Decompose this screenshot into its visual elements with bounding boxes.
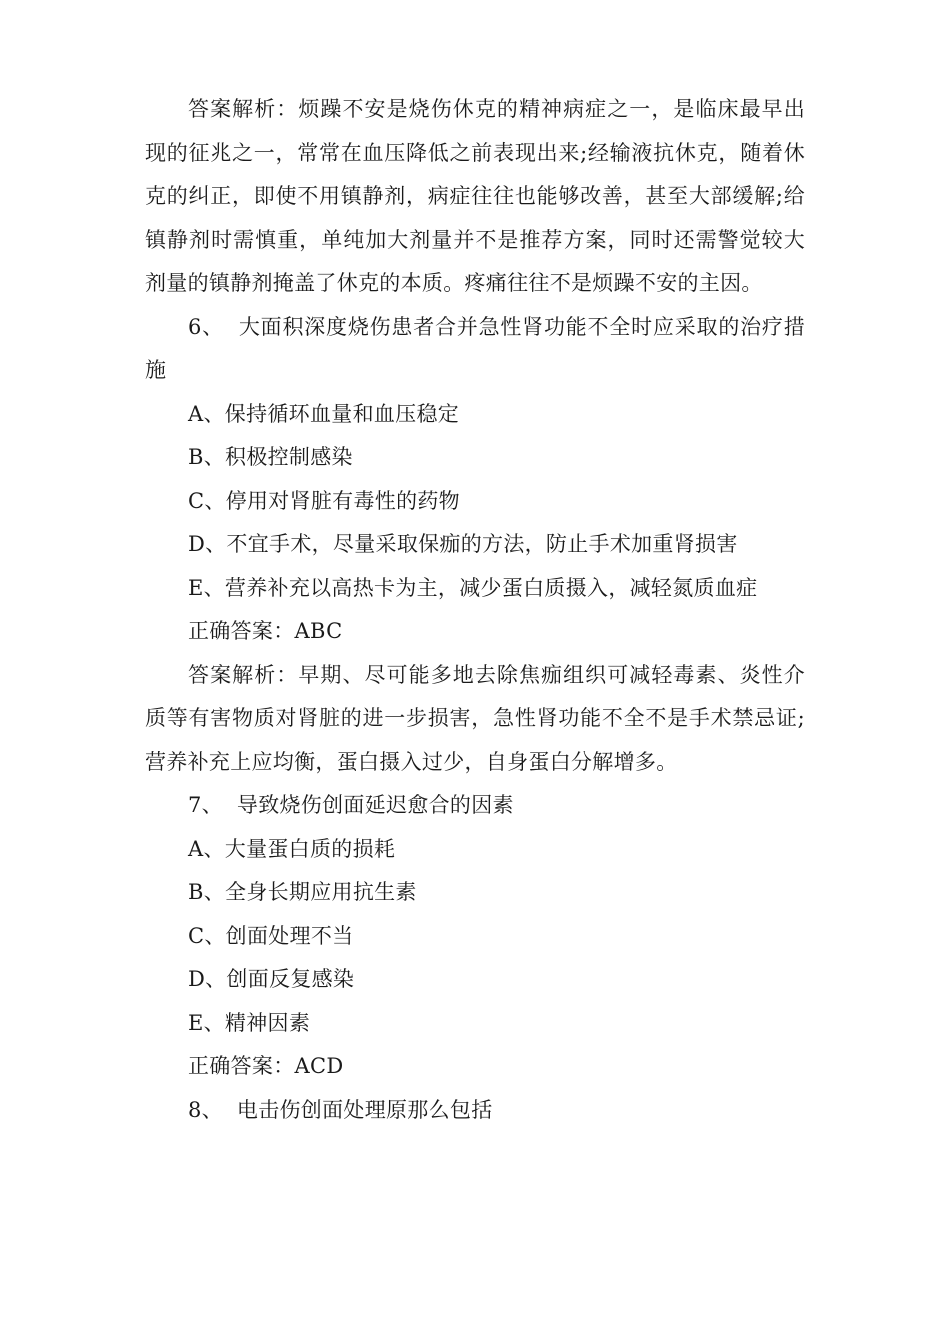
option-6b: B、积极控制感染: [188, 445, 353, 469]
answer-explanation-5: 答案解析：烦躁不安是烧伤休克的精神病症之一，是临床最早出现的征兆之一，常常在血压降低之前表现出来;经输液抗休克，随着休克的纠正，即使不用镇静剂，病症往往也能够改善，甚至大部缓解;给镇静剂时需慎重，单纯加大剂量并不是推荐方案，同时还需警觉较大剂量的镇静剂掩盖了休克的本质。疼痛往往不是烦躁不安的主因。: [145, 97, 805, 295]
document-page: [145, 88, 805, 1132]
option-6d: D、不宜手术，尽量采取保痂的方法，防止手术加重肾损害: [188, 532, 738, 556]
option-7a: A、大量蛋白质的损耗: [188, 836, 396, 861]
question-8: 8、 电击伤创面处理原那么包括: [188, 1097, 493, 1122]
option-7b: B、全身长期应用抗生素: [188, 880, 417, 904]
option-7d: D、创面反复感染: [188, 967, 355, 991]
question-7: 7、 导致烧伤创面延迟愈合的因素: [188, 793, 514, 817]
correct-answer-6: 正确答案：ABC: [188, 619, 343, 643]
option-6c: C、停用对肾脏有毒性的药物: [188, 488, 460, 513]
correct-answer-7: 正确答案：ACD: [188, 1054, 344, 1078]
option-7c: C、创面处理不当: [188, 923, 354, 948]
option-6a: A、保持循环血量和血压稳定: [188, 401, 460, 426]
option-6e: E、营养补充以高热卡为主，减少蛋白质摄入，减轻氮质血症: [188, 575, 758, 600]
question-6: 6、 大面积深度烧伤患者合并急性肾功能不全时应采取的治疗措施: [145, 314, 805, 382]
answer-explanation-6: 答案解析：早期、尽可能多地去除焦痂组织可减轻毒素、炎性介质等有害物质对肾脏的进一步损害，急性肾功能不全不是手术禁忌证;营养补充上应均衡，蛋白摄入过少，自身蛋白分解增多。: [145, 662, 805, 774]
option-7e: E、精神因素: [188, 1010, 311, 1035]
